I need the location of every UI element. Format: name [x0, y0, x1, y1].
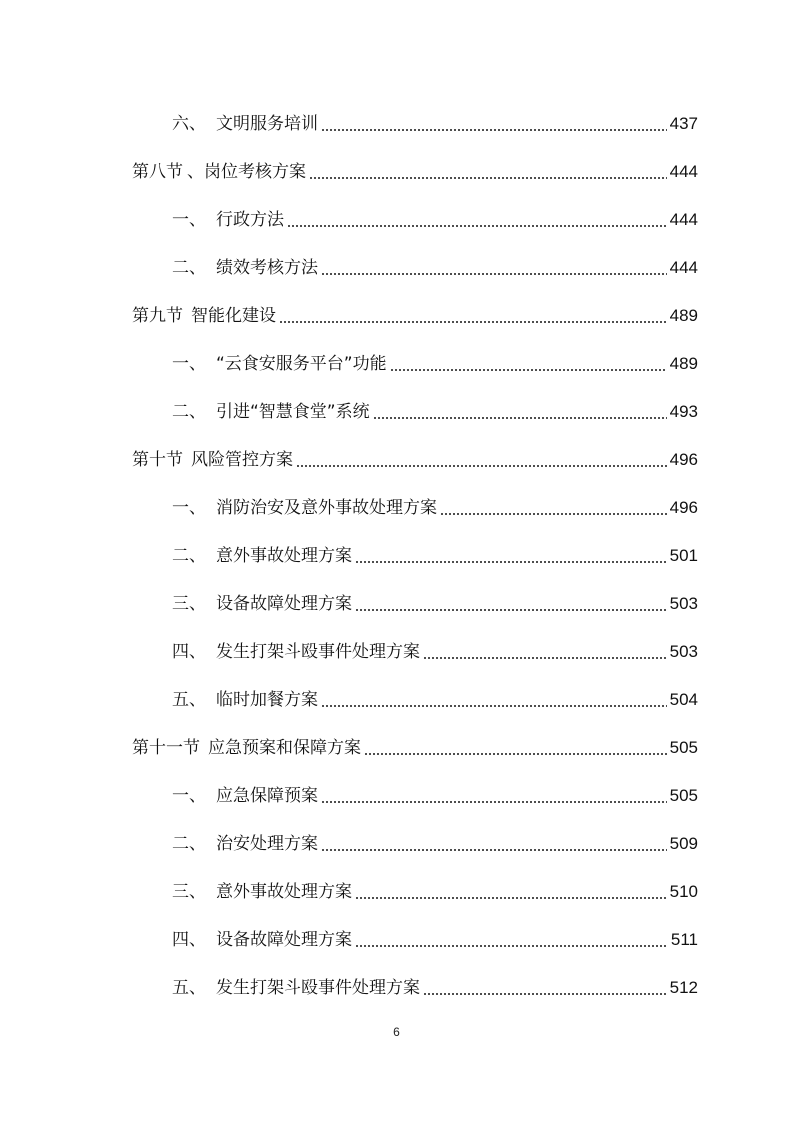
toc-entry-number: 五、	[172, 690, 206, 710]
toc-entry-page: 511	[670, 930, 698, 949]
toc-entry-title: 行政方法	[216, 210, 284, 230]
toc-entry-title: 意外事故处理方案	[216, 882, 352, 902]
toc-entry-page: 501	[669, 546, 698, 565]
dot-leader	[321, 801, 667, 803]
toc-entry-page: 489	[669, 354, 698, 373]
toc-entry-number: 四、	[172, 930, 206, 950]
toc-entry-title: 文明服务培训	[216, 114, 318, 134]
toc-entry-page: 503	[669, 594, 698, 613]
dot-leader	[279, 321, 667, 323]
toc-entry-number: 二、	[172, 834, 206, 854]
toc-entry-title: 引进“智慧食堂”系统	[216, 402, 370, 422]
dot-leader	[423, 993, 667, 995]
toc-entry[interactable]	[0, 100, 793, 148]
toc-section[interactable]	[0, 724, 793, 772]
toc-entry[interactable]	[0, 772, 793, 820]
dot-leader	[355, 609, 667, 611]
toc-entry-number: 四、	[172, 642, 206, 662]
toc-entry-number: 一、	[172, 498, 206, 518]
toc-entry-number: 二、	[172, 402, 206, 422]
toc-entry-number: 一、	[172, 210, 206, 230]
toc-entry-title: 设备故障处理方案	[216, 594, 352, 614]
dot-leader	[390, 369, 667, 371]
toc-entry-title: 发生打架斗殴事件处理方案	[216, 642, 420, 662]
toc-entry[interactable]	[0, 340, 793, 388]
toc-section[interactable]	[0, 148, 793, 196]
dot-leader	[355, 945, 668, 947]
toc-section[interactable]	[0, 436, 793, 484]
toc-entry[interactable]	[0, 244, 793, 292]
toc-section-number: 第九节	[132, 306, 183, 326]
toc-entry-title: 发生打架斗殴事件处理方案	[216, 978, 420, 998]
dot-leader	[296, 465, 667, 467]
toc-section-title: 、岗位考核方案	[187, 162, 306, 182]
toc-entry[interactable]	[0, 532, 793, 580]
toc-entry-page: 444	[669, 210, 698, 229]
toc-entry[interactable]	[0, 676, 793, 724]
toc-entry-page: 509	[669, 834, 698, 853]
dot-leader	[321, 849, 667, 851]
toc-entry-number: 二、	[172, 546, 206, 566]
dot-leader	[321, 273, 667, 275]
toc-entry-page: 496	[669, 498, 698, 517]
toc-entry-title: 意外事故处理方案	[216, 546, 352, 566]
toc-entry[interactable]	[0, 388, 793, 436]
toc-section-page: 444	[669, 162, 698, 181]
dot-leader	[287, 225, 667, 227]
toc-entry-number: 六、	[172, 114, 206, 134]
toc-section-number: 第八节	[132, 162, 183, 182]
toc-entry[interactable]	[0, 484, 793, 532]
toc-entry[interactable]	[0, 196, 793, 244]
dot-leader	[364, 753, 667, 755]
toc-entry-number: 一、	[172, 786, 206, 806]
toc-entry-page: 510	[669, 882, 698, 901]
toc-entry[interactable]	[0, 628, 793, 676]
toc-section[interactable]	[0, 292, 793, 340]
toc-entry-number: 一、	[172, 354, 206, 374]
toc-entry-number: 二、	[172, 258, 206, 278]
toc-section-number: 第十一节	[132, 738, 200, 758]
toc-section-title: 应急预案和保障方案	[208, 738, 361, 758]
toc-entry-number: 三、	[172, 882, 206, 902]
toc-entry-page: 437	[669, 114, 698, 133]
toc-entry-title: 治安处理方案	[216, 834, 318, 854]
toc-section-page: 489	[669, 306, 698, 325]
toc-entry-page: 505	[669, 786, 698, 805]
toc-entry-title: 应急保障预案	[216, 786, 318, 806]
dot-leader	[373, 417, 667, 419]
toc-entry-title: 设备故障处理方案	[216, 930, 352, 950]
dot-leader	[440, 513, 667, 515]
toc-section-title: 智能化建设	[191, 306, 276, 326]
toc-section-page: 505	[669, 738, 698, 757]
toc-entry[interactable]	[0, 916, 793, 964]
table-of-contents	[0, 100, 793, 1012]
dot-leader	[355, 897, 667, 899]
page-number: 6	[393, 1025, 400, 1039]
toc-entry[interactable]	[0, 964, 793, 1012]
toc-entry-title: 消防治安及意外事故处理方案	[216, 498, 437, 518]
toc-entry-page: 504	[669, 690, 698, 709]
dot-leader	[423, 657, 667, 659]
toc-section-page: 496	[669, 450, 698, 469]
dot-leader	[309, 177, 667, 179]
toc-entry-title: 绩效考核方法	[216, 258, 318, 278]
toc-entry-page: 512	[669, 978, 698, 997]
toc-entry-title: 临时加餐方案	[216, 690, 318, 710]
toc-entry-number: 三、	[172, 594, 206, 614]
toc-entry[interactable]	[0, 820, 793, 868]
toc-entry-title: “云食安服务平台”功能	[216, 354, 387, 374]
dot-leader	[321, 705, 667, 707]
toc-section-title: 风险管控方案	[191, 450, 293, 470]
toc-entry[interactable]	[0, 868, 793, 916]
toc-entry-number: 五、	[172, 978, 206, 998]
toc-entry-page: 444	[669, 258, 698, 277]
toc-section-number: 第十节	[132, 450, 183, 470]
dot-leader	[355, 561, 667, 563]
toc-entry[interactable]	[0, 580, 793, 628]
dot-leader	[321, 129, 667, 131]
toc-entry-page: 503	[669, 642, 698, 661]
toc-entry-page: 493	[669, 402, 698, 421]
